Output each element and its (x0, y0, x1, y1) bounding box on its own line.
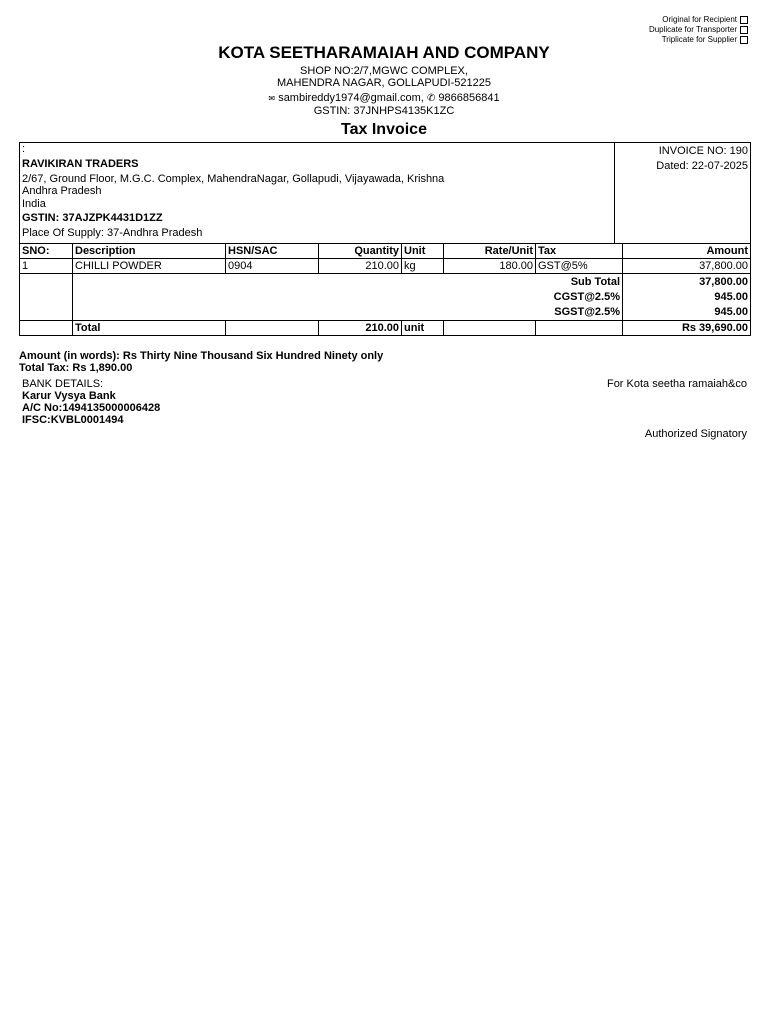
item-sno: 1 (20, 259, 73, 274)
bank-heading: BANK DETAILS: (22, 378, 104, 390)
company-name: KOTA SEETHARAMAIAH AND COMPANY (218, 43, 550, 62)
bank-ifsc: IFSC:KVBL0001494 (22, 414, 124, 426)
authorized-signatory: Authorized Signatory (644, 428, 747, 440)
place-of-supply: Place Of Supply: 37-Andhra Pradesh (22, 227, 203, 239)
items-table (19, 243, 751, 336)
item-hsn: 0904 (226, 259, 319, 274)
for-company: For Kota seetha ramaiah&co (606, 378, 747, 390)
buyer-state: Andhra Pradesh (22, 185, 102, 197)
col-hsn: HSN/SAC (226, 244, 319, 259)
company-email: sambireddy1974@gmail.com, (278, 92, 424, 104)
col-unit: Unit (402, 244, 444, 259)
buyer-address: 2/67, Ground Floor, M.G.C. Complex, MahendraNagar, Gollapudi, Vijayawada, Krishna (22, 173, 445, 185)
subtotal-value: 37,800.00 (699, 276, 748, 288)
checkbox-icon (740, 16, 748, 24)
amount-in-words: Amount (in words): Rs Thirty Nine Thousand Six Hundred Ninety only (19, 350, 384, 362)
document-title: Tax Invoice (341, 121, 427, 138)
buyer-country: India (22, 198, 46, 210)
summary-values (623, 274, 751, 321)
col-sno: SNO: (20, 244, 73, 259)
table-header-row (20, 244, 751, 259)
subtotal-label: Sub Total (570, 276, 620, 288)
item-rate: 180.00 (444, 259, 536, 274)
buyer-name: RAVIKIRAN TRADERS (22, 158, 139, 170)
col-rate: Rate/Unit (444, 244, 536, 259)
total-tax: Total Tax: Rs 1,890.00 (19, 362, 133, 374)
copy-triplicate: Triplicate for Supplier (649, 35, 748, 45)
email-icon: ✉ (268, 94, 276, 103)
company-address-line2: MAHENDRA NAGAR, GOLLAPUDI-521225 (277, 77, 491, 89)
bank-name: Karur Vysya Bank (22, 390, 116, 402)
col-description: Description (73, 244, 226, 259)
total-quantity: 210.00 (319, 321, 402, 336)
invoice-number: INVOICE NO: 190 (658, 145, 748, 157)
signature-block (607, 378, 747, 440)
copy-options (649, 15, 748, 45)
copy-duplicate: Duplicate for Transporter (649, 25, 748, 35)
col-quantity: Quantity (319, 244, 402, 259)
col-tax: Tax (536, 244, 623, 259)
sgst-label: SGST@2.5% (554, 306, 620, 318)
sgst-value: 945.00 (714, 306, 748, 318)
cgst-value: 945.00 (714, 291, 748, 303)
item-unit: kg (402, 259, 444, 274)
total-label: Total (73, 321, 226, 336)
buyer-gstin: GSTIN: 37AJZPK4431D1ZZ (22, 212, 163, 224)
company-gstin: GSTIN: 37JNHPS4135K1ZC (313, 105, 455, 117)
bank-details (22, 378, 160, 426)
table-row (20, 259, 751, 274)
cgst-label: CGST@2.5% (553, 291, 620, 303)
buyer-details: : RAVIKIRAN TRADERS 2/67, Ground Floor, M.G.C. Complex, MahendraNagar, Gollapudi, Vijayawada, Krishna Andhra Pradesh India GSTIN: 37AJZPK4431D1ZZ Place Of Supply: 37-Andhra Pradesh (20, 143, 615, 244)
total-amount: Rs 39,690.00 (623, 321, 751, 336)
bank-account: A/C No:1494135000006428 (22, 402, 161, 414)
item-tax: GST@5% (536, 259, 623, 274)
total-row (20, 321, 751, 336)
summary-row (20, 274, 751, 321)
checkbox-icon (740, 26, 748, 34)
summary-labels (73, 274, 623, 321)
item-quantity: 210.00 (319, 259, 402, 274)
copy-original: Original for Recipient (649, 15, 748, 25)
total-unit: unit (402, 321, 444, 336)
party-table (19, 142, 751, 244)
item-amount: 37,800.00 (623, 259, 751, 274)
invoice-date: Dated: 22-07-2025 (656, 160, 748, 172)
col-amount: Amount (623, 244, 751, 259)
invoice-details (615, 143, 751, 244)
company-address-line1: SHOP NO:2/7,MGWC COMPLEX, (300, 65, 468, 77)
item-description: CHILLI POWDER (73, 259, 226, 274)
phone-icon: ✆ (426, 93, 436, 104)
company-phone: 9866856841 (438, 92, 500, 104)
